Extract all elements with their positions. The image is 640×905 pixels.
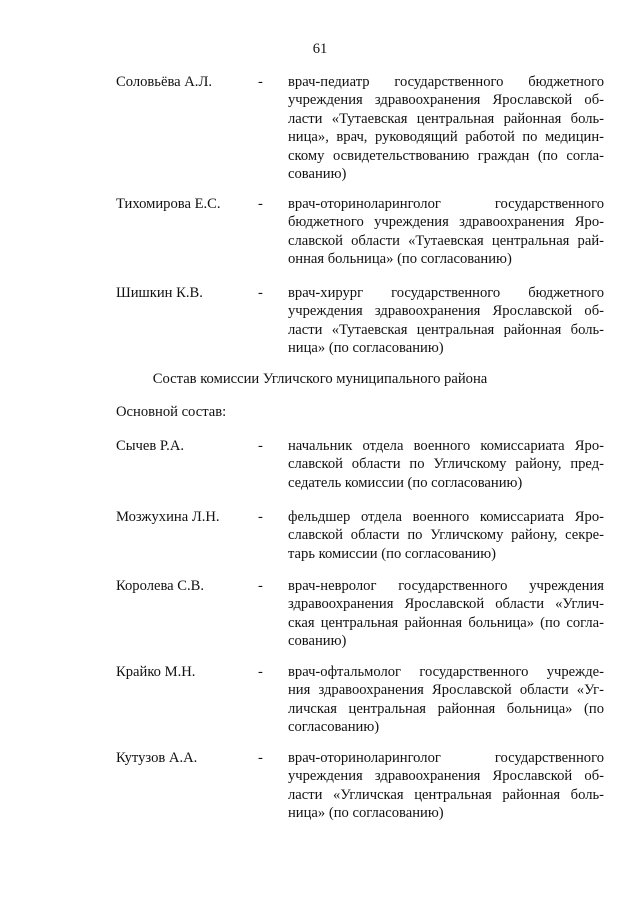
dash-separator: - (258, 664, 263, 680)
position-line: ния здравоохранения Ярославской области «Уг- (288, 682, 604, 699)
position-line: ласти «Тутаевская центральная районная боль- (288, 110, 604, 127)
member-name: Крайко М.Н. (116, 664, 196, 680)
member-position (288, 577, 604, 651)
position-line: бюджетного учреждения здравоохранения Яро- (288, 214, 604, 231)
position-line: здравоохранения Ярославской области «Углич- (288, 596, 604, 613)
member-position (288, 73, 604, 183)
position-line: учреждения здравоохранения Ярославской об- (288, 768, 604, 785)
member-name: Королева С.В. (116, 578, 205, 594)
position-line: согласованию) (288, 719, 380, 736)
member-position (288, 508, 604, 563)
dash-separator: - (258, 196, 263, 212)
member-name: Шишкин К.В. (116, 285, 203, 301)
member-name: Сычев Р.А. (116, 438, 185, 454)
dash-separator: - (258, 74, 263, 90)
member-name: Мозжухина Л.Н. (116, 509, 220, 525)
position-line: личская центральная районная больница» (по (288, 700, 604, 717)
member-position (288, 437, 604, 492)
position-line: врач-педиатр государственного бюджетного (288, 74, 604, 90)
member-position (288, 749, 604, 823)
position-line: сованию) (288, 633, 347, 650)
position-line: тарь комиссии (по согласованию) (288, 545, 496, 562)
position-line: врач-хирург государственного бюджетного (288, 285, 604, 301)
position-line: ница» (по согласованию) (288, 340, 444, 357)
position-line: славской области «Тутаевская центральная рай- (288, 232, 604, 249)
position-line: врач-оториноларинголог государственного (288, 196, 604, 212)
position-line: скому освидетельствованию граждан (по согла- (288, 147, 604, 164)
position-line: сованию) (288, 166, 347, 183)
position-line: ница», врач, руководящий работой по медицин- (288, 129, 604, 146)
dash-separator: - (258, 285, 263, 301)
member-position (288, 284, 604, 358)
position-line: фельдшер отдела военного комиссариата Яро- (288, 509, 604, 525)
dash-separator: - (258, 509, 263, 525)
member-position (288, 663, 604, 737)
member-name: Тихомирова Е.С. (116, 196, 221, 212)
member-name: Соловьёва А.Л. (116, 74, 212, 90)
position-line: учреждения здравоохранения Ярославской об- (288, 303, 604, 320)
position-line: онная больница» (по согласованию) (288, 251, 512, 268)
position-line: ская центральная районная больница» (по согла- (288, 614, 604, 631)
position-line: учреждения здравоохранения Ярославской об- (288, 92, 604, 109)
position-line: врач-офтальмолог государственного учрежде- (288, 664, 604, 680)
dash-separator: - (258, 438, 263, 454)
page-number: 61 (312, 41, 328, 57)
section-subhead: Основной состав: (116, 404, 227, 420)
position-line: начальник отдела военного комиссариата Яро- (288, 438, 604, 454)
position-line: ласти «Угличская центральная районная боль- (288, 786, 604, 803)
position-line: врач-оториноларинголог государственного (288, 750, 604, 766)
position-line: ница» (по согласованию) (288, 805, 444, 822)
member-name: Кутузов А.А. (116, 750, 198, 766)
position-line: ласти «Тутаевская центральная районная боль- (288, 321, 604, 338)
dash-separator: - (258, 750, 263, 766)
member-position (288, 195, 604, 269)
position-line: славской области по Угличскому району, секре- (288, 527, 604, 544)
dash-separator: - (258, 578, 263, 594)
position-line: врач-невролог государственного учреждения (288, 578, 604, 594)
section-title: Состав комиссии Угличского муниципального района (152, 371, 488, 387)
position-line: славской области по Угличскому району, пред- (288, 456, 604, 473)
position-line: седатель комиссии (по согласованию) (288, 474, 523, 491)
